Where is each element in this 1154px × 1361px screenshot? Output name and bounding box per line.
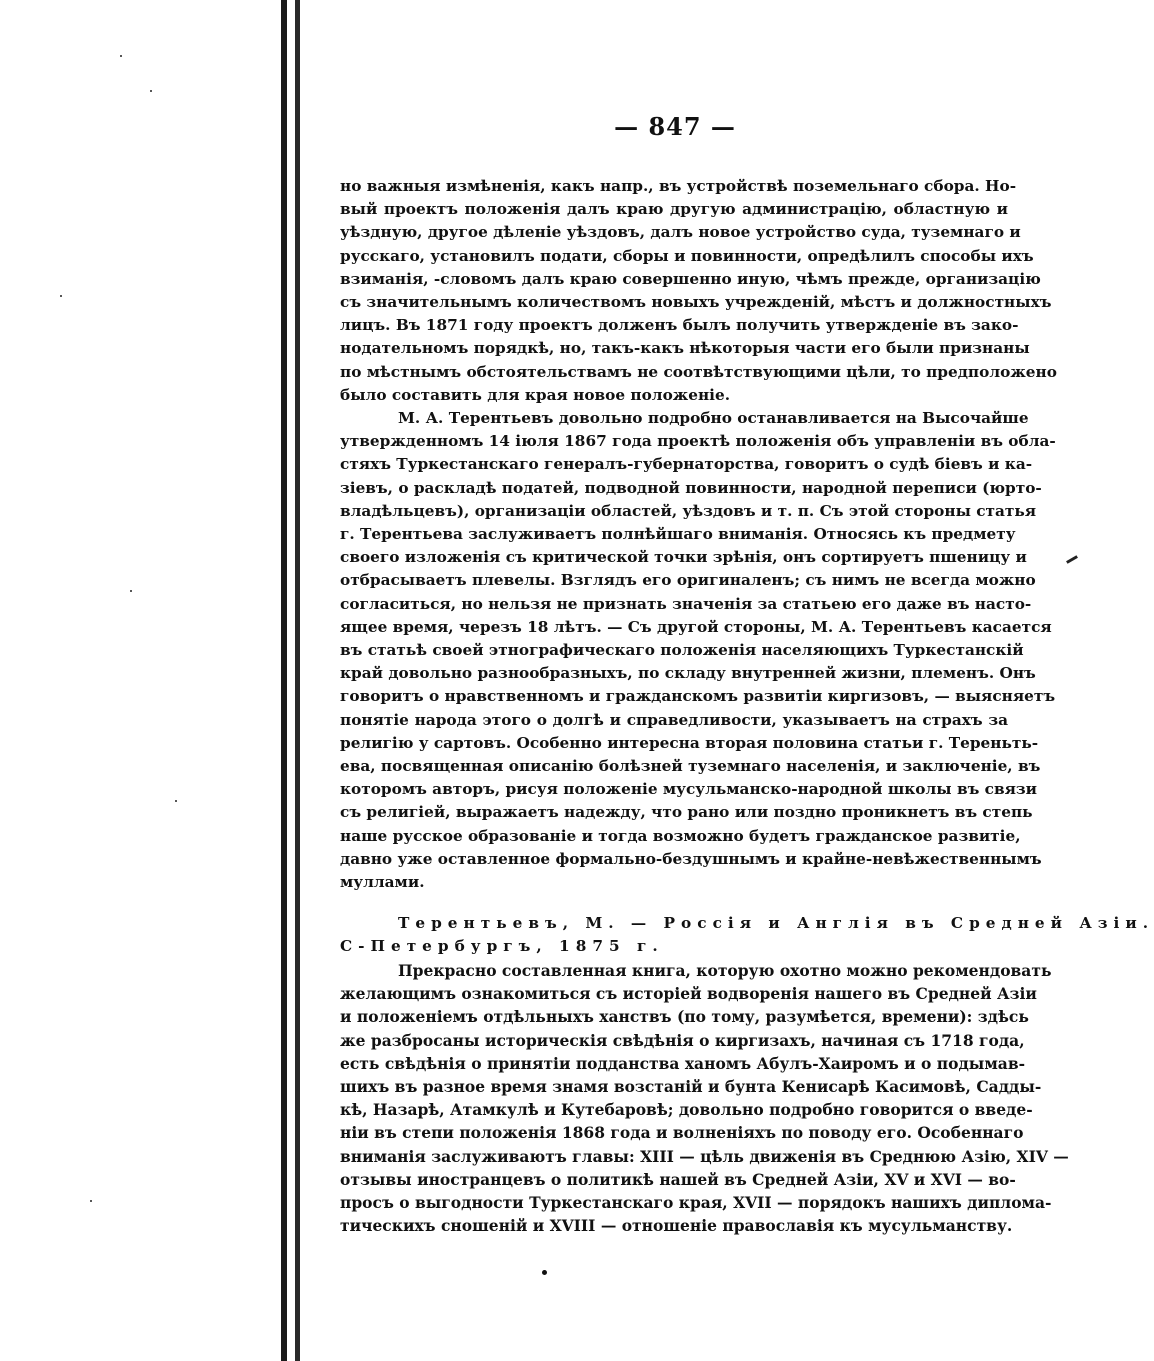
text-line: владѣльцевъ), организаціи областей, уѣздовъ и т. п. Съ этой стороны статья <box>340 501 1037 520</box>
speck <box>120 55 122 57</box>
text-line: ніи въ степи положенія 1868 года и волненіяхъ по поводу его. Особеннаго <box>340 1123 1024 1143</box>
text-line: просъ о выгодности Туркестанскаго края, XVII — порядокъ нашихъ диплома- <box>340 1193 1052 1213</box>
text-line: ева, посвященная описанію болѣзней туземнаго населенія, и заключеніе, въ <box>340 757 1041 776</box>
text-line: было составить для края новое положеніе. <box>340 385 731 404</box>
text-line: г. Терентьева заслуживаетъ полнѣйшаго вниманія. Относясь къ предмету <box>340 525 1016 544</box>
text-line: Прекрасно составленная книга, которую охотно можно рекомендовать <box>398 961 1052 980</box>
text-line: и положеніемъ отдѣльныхъ ханствъ (по тому, разумѣется, времени): здѣсь <box>340 1007 1029 1027</box>
heading-line: Терентьевъ, М. — Россія и Англія въ Средней Азіи. <box>398 914 1154 932</box>
text-line: вниманія заслуживаютъ главы: XIII — цѣль движенія въ Среднюю Азію, XIV — <box>340 1146 1069 1166</box>
margin-mark <box>1066 555 1078 564</box>
text-line: уѣздную, другое дѣленіе уѣздовъ, далъ новое устройство суда, туземнаго и <box>340 223 1021 242</box>
text-line: муллами. <box>340 873 425 892</box>
paragraph-2 <box>340 407 1056 894</box>
text-line: ящее время, черезъ 18 лѣтъ. — Съ другой стороны, М. А. Терентьевъ касается <box>340 617 1052 636</box>
heading-line: С-Петербургъ, 1875 г. <box>340 937 664 956</box>
text-line: русскаго, установилъ подати, сборы и повинности, опредѣлилъ способы ихъ <box>340 246 1034 265</box>
text-line: понятіе народа этого о долгѣ и справедливости, указываетъ на страхъ за <box>340 710 1008 729</box>
binding-line-right <box>295 0 300 1361</box>
text-line: отзывы иностранцевъ о политикѣ нашей въ Средней Азіи, XV и XVI — во- <box>340 1169 1016 1189</box>
text-line: своего изложенія съ критической точки зрѣнія, онъ сортируетъ пшеницу и <box>340 548 1027 567</box>
text-line: же разбросаны историческія свѣдѣнія о киргизахъ, начиная съ 1718 года, <box>340 1030 1025 1050</box>
page-number: — 847 — <box>614 112 736 141</box>
text-line: въ статьѣ своей этнографическаго положенія населяющихъ Туркестанскій <box>340 641 1024 660</box>
text-line: тическихъ сношеній и XVIII — отношеніе православія къ мусульманству. <box>340 1216 1013 1236</box>
text-line: шихъ въ разное время знамя возстаній и бунта Кенисарѣ Касимовѣ, Садды- <box>340 1077 1042 1097</box>
text-line: лицъ. Въ 1871 году проектъ долженъ былъ получить утвержденіе въ зако- <box>340 316 1019 335</box>
text-line: согласиться, но нельзя не признать значенія за статьею его даже въ насто- <box>340 594 1032 613</box>
text-line: М. А. Терентьевъ довольно подробно останавливается на Высочайше <box>398 409 1029 427</box>
text-line: съ значительнымъ количествомъ новыхъ учрежденій, мѣстъ и должностныхъ <box>340 293 1052 312</box>
ink-dot <box>542 1270 547 1275</box>
text-line: стяхъ Туркестанскаго генералъ-губернаторства, говоритъ о судѣ біевъ и ка- <box>340 455 1033 474</box>
text-line: давно уже оставленное формально-бездушнымъ и крайне-невѣжественнымъ <box>340 849 1042 868</box>
book-heading <box>340 912 1154 958</box>
text-line: желающимъ ознакомиться съ исторіей водворенія нашего въ Средней Азіи <box>340 984 1037 1004</box>
text-line: отбрасываетъ плевелы. Взглядъ его оригиналенъ; съ нимъ не всегда можно <box>340 571 1036 590</box>
binding-line-left <box>281 0 287 1361</box>
text-line: зіевъ, о раскладѣ податей, подводной повинности, народной переписи (юрто- <box>340 478 1042 497</box>
text-line: есть свѣдѣнія о принятіи подданства ханомъ Абулъ-Хаиромъ и о подымав- <box>340 1053 1026 1073</box>
text-line: съ религіей, выражаетъ надежду, что рано или поздно проникнетъ въ степь <box>340 803 1033 822</box>
paragraph-4 <box>340 959 1069 1237</box>
speck <box>90 1200 92 1202</box>
text-line: которомъ авторъ, рисуя положеніе мусульманско-народной школы въ связи <box>340 780 1037 799</box>
speck <box>150 90 152 92</box>
text-line: край довольно разнообразныхъ, по складу внутренней жизни, племенъ. Онъ <box>340 664 1036 683</box>
text-line: нодательномъ порядкѣ, но, такъ-какъ нѣкоторыя части его были признаны <box>340 339 1030 358</box>
text-line: взиманія, -словомъ далъ краю совершенно иную, чѣмъ прежде, организацію <box>340 269 1041 288</box>
text-line: наше русское образованіе и тогда возможно будетъ гражданское развитіе, <box>340 826 1021 845</box>
text-line: утвержденномъ 14 іюля 1867 года проектѣ положенія объ управленіи въ обла- <box>340 432 1056 451</box>
text-line: религію у сартовъ. Особенно интересна вторая половина статьи г. Тереньть- <box>340 733 1039 752</box>
text-line: кѣ, Назарѣ, Атамкулѣ и Кутебаровѣ; довольно подробно говорится о введе- <box>340 1100 1033 1120</box>
text-line: говоритъ о нравственномъ и гражданскомъ развитіи киргизовъ, — выясняетъ <box>340 687 1056 706</box>
text-line: вый проектъ положенія далъ краю другую администрацію, областную и <box>340 200 1008 219</box>
speck <box>175 800 177 802</box>
speck <box>60 295 62 297</box>
text-line: по мѣстнымъ обстоятельствамъ не соотвѣтствующими цѣли, то предположено <box>340 362 1057 381</box>
text-line: но важныя измѣненія, какъ напр., въ устройствѣ поземельнаго сбора. Но- <box>340 177 1017 195</box>
paragraph-1 <box>340 175 1057 407</box>
speck <box>130 590 132 592</box>
